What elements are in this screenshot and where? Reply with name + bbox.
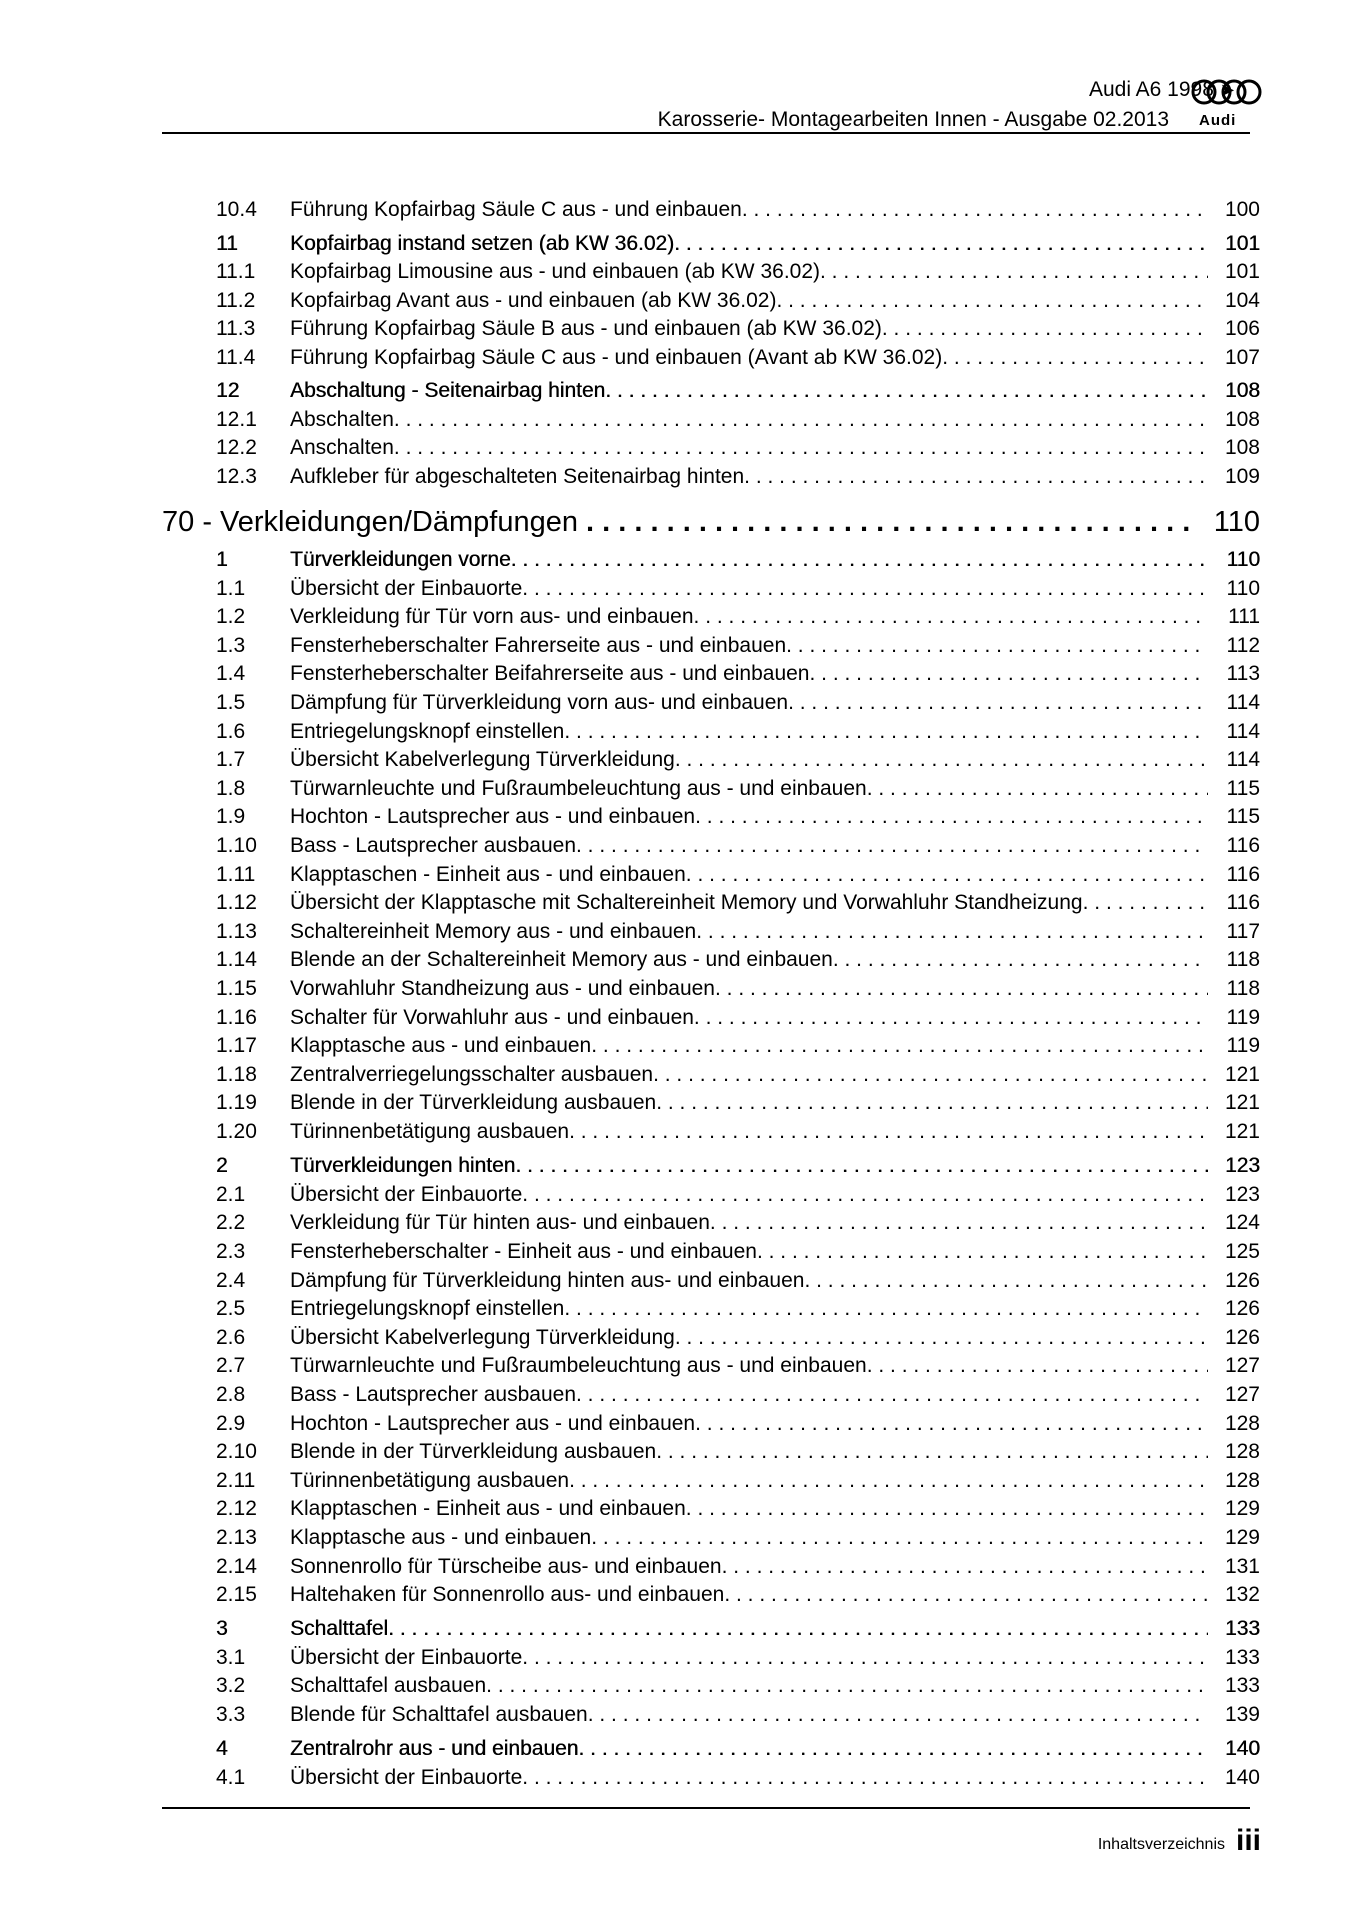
toc-entry-number: 2 <box>216 1154 228 1178</box>
toc-entry[interactable] <box>216 1438 1260 1466</box>
toc-entry-page: 121 <box>1224 1062 1260 1086</box>
toc-entry-page: 111 <box>1228 605 1260 629</box>
toc-entry-title-wrap <box>290 1701 1208 1729</box>
toc-entry-page: 125 <box>1224 1239 1260 1263</box>
toc-entry-page: 132 <box>1224 1583 1260 1607</box>
toc-entry-page: 114 <box>1226 691 1260 714</box>
toc-entry-title-wrap <box>290 434 1208 462</box>
toc-entry[interactable] <box>216 861 1260 889</box>
toc-entry-page: 128 <box>1224 1440 1260 1464</box>
toc-entry-title-wrap <box>290 861 1208 889</box>
toc-entry-title-wrap <box>290 889 1208 917</box>
toc-entry-page: 123 <box>1224 1182 1260 1206</box>
toc-entry-title: Dämpfung für Türverkleidung vorn aus- und einbauen <box>290 691 789 714</box>
toc-entry-page: 133 <box>1224 1645 1260 1669</box>
arrow-icon: ➤ <box>1219 80 1235 100</box>
toc-entry[interactable] <box>216 1089 1260 1117</box>
toc-entry-title-wrap <box>290 1553 1208 1581</box>
toc-entry-title-wrap <box>290 1267 1208 1295</box>
toc-entry[interactable] <box>216 889 1260 917</box>
toc-entry-title-wrap <box>290 1438 1208 1466</box>
toc-entry[interactable] <box>216 1581 1260 1609</box>
toc-section-entry[interactable] <box>216 1615 1260 1643</box>
toc-entry[interactable] <box>216 1209 1260 1237</box>
toc-entry-title-wrap <box>290 258 1208 286</box>
toc-entry[interactable] <box>216 1381 1260 1409</box>
toc-entry[interactable] <box>216 1295 1260 1323</box>
toc-entry-page: 101 <box>1224 231 1260 255</box>
toc-section-entry[interactable] <box>216 1735 1260 1763</box>
toc-entry-title: Verkleidung für Tür hinten aus- und einbauen <box>290 1211 710 1235</box>
toc-entry[interactable] <box>216 1118 1260 1146</box>
toc-entry-title: Kopfairbag instand setzen (ab KW 36.02) <box>290 231 675 255</box>
toc-entry-title-wrap <box>290 1295 1208 1323</box>
toc-entry-page: 118 <box>1226 948 1260 972</box>
toc-entry-page: 128 <box>1224 1468 1260 1492</box>
toc-entry-title-wrap <box>290 230 1208 258</box>
toc-entry-title: Kopfairbag Limousine aus - und einbauen (ab KW 36.02) <box>290 260 821 283</box>
toc-entry-title: Übersicht Kabelverlegung Türverkleidung <box>290 748 675 772</box>
toc-entry-title-wrap <box>290 287 1208 315</box>
toc-entry-page: 116 <box>1226 834 1260 857</box>
toc-entry-title: Anschalten <box>290 436 394 459</box>
toc-entry[interactable] <box>216 1352 1260 1380</box>
toc-entry-title: Klapptaschen - Einheit aus - und einbauen <box>290 862 686 886</box>
toc-entry[interactable] <box>216 315 1260 343</box>
toc-entry-number: 11.3 <box>216 317 256 340</box>
toc-entry-title: Übersicht der Einbauorte <box>290 1182 523 1206</box>
toc-entry-title: Türinnenbetätigung ausbauen <box>290 1120 570 1143</box>
toc-entry-number: 2.3 <box>216 1239 246 1263</box>
toc-entry[interactable] <box>216 434 1260 462</box>
toc-entry-title: Verkleidung für Tür vorn aus- und einbauen <box>290 605 694 629</box>
toc-entry-title: Hochton - Lautsprecher aus - und einbauen <box>290 805 696 829</box>
toc-entry-page: 114 <box>1226 719 1260 743</box>
toc-entry-title: Vorwahluhr Standheizung aus - und einbauen <box>290 977 715 1000</box>
toc-entry-page: 140 <box>1224 1737 1260 1761</box>
toc-entry[interactable] <box>216 775 1260 803</box>
toc-entry-title-wrap <box>290 632 1208 660</box>
toc-entry-number: 12.1 <box>216 407 257 431</box>
toc-section-entry[interactable] <box>216 377 1260 405</box>
toc-entry-number: 1.20 <box>216 1120 257 1143</box>
header-divider <box>162 132 1250 134</box>
toc-entry[interactable] <box>216 1004 1260 1032</box>
toc-entry-title-wrap <box>290 1004 1208 1032</box>
toc-entry-number: 1.6 <box>216 719 246 743</box>
toc-entry-page: 116 <box>1226 862 1260 886</box>
toc-entry-page: 104 <box>1224 288 1260 312</box>
toc-entry-title: Schaltereinheit Memory aus - und einbauen <box>290 919 697 943</box>
toc-entry-title: Führung Kopfairbag Säule C aus - und einbauen (Avant ab KW 36.02) <box>290 345 943 369</box>
toc-entry-page: 114 <box>1226 748 1260 772</box>
toc-entry-title-wrap <box>290 1581 1208 1609</box>
toc-entry-title: Türinnenbetätigung ausbauen <box>290 1468 570 1492</box>
footer-page-number: iii <box>1235 1824 1261 1857</box>
toc-entry-title: Aufkleber für abgeschalteten Seitenairbag hinten <box>290 464 745 488</box>
toc-entry-number: 1 <box>216 548 228 571</box>
toc-entry-number: 2.4 <box>216 1268 246 1292</box>
toc-entry-page: 108 <box>1224 407 1260 431</box>
toc-entry-number: 2.9 <box>216 1411 246 1435</box>
toc-entry-title-wrap <box>290 803 1208 831</box>
toc-entry-number: 1.10 <box>216 834 257 857</box>
toc-entry-number: 2.13 <box>216 1525 257 1549</box>
toc-entry-number: 1.12 <box>216 891 257 915</box>
toc-entry-title: Haltehaken für Sonnenrollo aus- und einbauen <box>290 1583 725 1607</box>
toc-entry-page: 126 <box>1224 1268 1260 1292</box>
toc-entry-title: Dämpfung für Türverkleidung hinten aus- und einbauen <box>290 1268 805 1292</box>
toc-entry-title-wrap <box>290 1152 1208 1180</box>
toc-entry[interactable] <box>216 1553 1260 1581</box>
chapter-title: 70 - Verkleidungen/Dämpfungen <box>162 506 578 538</box>
toc-entry-title-wrap <box>290 746 1208 774</box>
toc-section-entry[interactable] <box>216 546 1260 574</box>
toc-entry-title: Blende in der Türverkleidung ausbauen <box>290 1091 657 1115</box>
toc-entry-number: 11.1 <box>216 260 256 283</box>
toc-entry-number: 3.3 <box>216 1703 246 1726</box>
toc-chapter-entry[interactable] <box>162 504 1260 540</box>
toc-entry-title: Türwarnleuchte und Fußraumbeleuchtung aus - und einbauen <box>290 776 867 800</box>
footer-divider <box>162 1807 1250 1809</box>
toc-entry-title-wrap <box>290 1209 1208 1237</box>
toc-entry-number: 1.3 <box>216 633 246 657</box>
toc-entry-page: 133 <box>1224 1674 1260 1698</box>
toc-entry-number: 12 <box>216 379 240 402</box>
toc-entry-page: 131 <box>1224 1554 1260 1578</box>
toc-entry-title-wrap <box>290 344 1208 372</box>
header-title: Karosserie- Montagearbeiten Innen - Ausgabe 02.2013 <box>657 108 1169 131</box>
toc-entry-number: 2.11 <box>216 1468 256 1492</box>
toc-entry-title: Sonnenrollo für Türscheibe aus- und einbauen <box>290 1554 722 1578</box>
toc-entry-number: 1.8 <box>216 776 246 800</box>
toc-entry-page: 127 <box>1224 1382 1260 1406</box>
toc-entry-page: 121 <box>1224 1091 1260 1115</box>
toc-entry-title-wrap <box>290 546 1208 574</box>
toc-entry-title: Führung Kopfairbag Säule C aus - und einbauen <box>290 198 742 221</box>
toc-entry-title: Hochton - Lautsprecher aus - und einbauen <box>290 1411 696 1435</box>
toc-entry[interactable] <box>216 803 1260 831</box>
toc-entry-title-wrap <box>290 1672 1208 1700</box>
toc-entry-title-wrap <box>290 575 1208 603</box>
toc-entry[interactable] <box>216 1181 1260 1209</box>
toc-entry-title-wrap <box>290 1238 1208 1266</box>
toc-entry-title-wrap <box>290 1644 1208 1672</box>
toc-entry[interactable] <box>216 603 1260 631</box>
toc-entry-title: Türwarnleuchte und Fußraumbeleuchtung aus - und einbauen <box>290 1354 867 1378</box>
toc-entry-title-wrap <box>290 660 1208 688</box>
toc-entry-number: 12.3 <box>216 464 257 488</box>
toc-entry[interactable] <box>216 1672 1260 1700</box>
toc-entry-title: Abschalten <box>290 407 394 431</box>
toc-entry-title: Zentralverriegelungsschalter ausbauen <box>290 1062 654 1086</box>
chapter-page: 110 <box>1213 506 1260 538</box>
toc-entry-page: 129 <box>1224 1525 1260 1549</box>
toc-entry-number: 2.15 <box>216 1583 257 1607</box>
toc-entry-title: Schalttafel ausbauen <box>290 1674 487 1698</box>
toc-entry[interactable] <box>216 746 1260 774</box>
toc-entry-title: Klapptasche aus - und einbauen <box>290 1034 592 1058</box>
toc-entry[interactable] <box>216 1764 1260 1792</box>
toc-entry[interactable] <box>216 1061 1260 1089</box>
toc-entry-number: 1.7 <box>216 748 246 772</box>
toc-entry-number: 1.11 <box>216 862 256 886</box>
toc-entry-title-wrap <box>290 1352 1208 1380</box>
toc-entry-title: Übersicht der Einbauorte <box>290 576 523 600</box>
toc-entry-number: 1.4 <box>216 662 246 686</box>
toc-entry-title: Klapptaschen - Einheit aus - und einbauen <box>290 1497 686 1521</box>
toc-entry-page: 140 <box>1224 1765 1260 1789</box>
toc-entry-page: 139 <box>1224 1703 1260 1726</box>
toc-entry-title: Zentralrohr aus - und einbauen <box>290 1737 579 1761</box>
toc-entry-number: 2.14 <box>216 1554 257 1578</box>
toc-entry-number: 4.1 <box>216 1765 246 1789</box>
toc-entry-title: Blende in der Türverkleidung ausbauen <box>290 1440 657 1464</box>
toc-entry-number: 2.12 <box>216 1497 257 1521</box>
toc-entry[interactable] <box>216 918 1260 946</box>
toc-entry-number: 11 <box>216 231 238 255</box>
toc-entry-number: 1.16 <box>216 1005 257 1029</box>
toc-entry-number: 10.4 <box>216 198 257 221</box>
toc-entry[interactable] <box>216 1238 1260 1266</box>
toc-entry[interactable] <box>216 832 1260 860</box>
toc-entry[interactable] <box>216 975 1260 1003</box>
toc-entry-number: 3 <box>216 1617 228 1641</box>
toc-entry-page: 100 <box>1224 198 1260 221</box>
toc-entry-title-wrap <box>290 1324 1208 1352</box>
toc-entry-title-wrap <box>290 1615 1208 1643</box>
toc-entry-title-wrap <box>290 603 1208 631</box>
toc-entry-title-wrap <box>290 689 1208 717</box>
toc-entry-number: 3.2 <box>216 1674 246 1698</box>
toc-entry-number: 1.5 <box>216 691 246 714</box>
toc-entry-title: Kopfairbag Avant aus - und einbauen (ab KW 36.02) <box>290 288 777 312</box>
toc-entry[interactable] <box>216 632 1260 660</box>
toc-entry-number: 2.6 <box>216 1325 246 1349</box>
toc-entry-title-wrap <box>290 1061 1208 1089</box>
toc-entry-page: 106 <box>1224 317 1260 340</box>
toc-entry-page: 121 <box>1224 1120 1260 1143</box>
toc-entry-page: 108 <box>1224 379 1260 402</box>
toc-entry-title-wrap <box>290 718 1208 746</box>
toc-entry-number: 4 <box>216 1737 228 1761</box>
toc-entry-title: Blende für Schalttafel ausbauen <box>290 1703 588 1726</box>
toc-entry[interactable] <box>216 1495 1260 1523</box>
toc-entry-title: Entriegelungsknopf einstellen <box>290 719 565 743</box>
toc-entry-page: 129 <box>1224 1497 1260 1521</box>
toc-entry-page: 113 <box>1226 662 1260 686</box>
toc-entry-title-wrap <box>290 1524 1208 1552</box>
toc-entry-title-wrap <box>290 1495 1208 1523</box>
toc-entry-title: Übersicht der Einbauorte <box>290 1765 523 1789</box>
toc-entry-title-wrap <box>290 1089 1208 1117</box>
toc-entry-page: 123 <box>1224 1154 1260 1178</box>
toc-entry-title-wrap <box>290 377 1208 405</box>
toc-entry-page: 108 <box>1224 436 1260 459</box>
toc-entry[interactable] <box>216 344 1260 372</box>
toc-entry[interactable] <box>216 1467 1260 1495</box>
toc-entry-number: 1.14 <box>216 948 257 972</box>
toc-entry-title-wrap <box>290 463 1208 491</box>
toc-entry-page: 133 <box>1224 1617 1260 1641</box>
toc-entry[interactable] <box>216 660 1260 688</box>
toc-entry[interactable] <box>216 1524 1260 1552</box>
toc-entry-title-wrap <box>290 832 1208 860</box>
toc-entry-number: 1.13 <box>216 919 257 943</box>
toc-entry-title-wrap <box>290 775 1208 803</box>
toc-entry-number: 2.1 <box>216 1182 246 1206</box>
toc-entry[interactable] <box>216 1701 1260 1729</box>
toc-entry-title-wrap <box>290 406 1208 434</box>
toc-entry-number: 1.17 <box>216 1034 257 1058</box>
toc-entry-title: Fensterheberschalter Fahrerseite aus - und einbauen <box>290 633 787 657</box>
toc-entry-page: 116 <box>1226 891 1260 915</box>
toc-entry-title-wrap <box>290 918 1208 946</box>
toc-entry-page: 107 <box>1224 345 1260 369</box>
header-model-text: Audi A6 1998 <box>1088 78 1214 101</box>
toc-entry-number: 2.8 <box>216 1382 246 1406</box>
toc-entry[interactable] <box>216 1267 1260 1295</box>
toc-entry-page: 119 <box>1226 1034 1260 1058</box>
toc-entry-page: 101 <box>1224 260 1260 283</box>
toc-entry-number: 1.2 <box>216 605 246 629</box>
toc-entry-title-wrap <box>290 1764 1208 1792</box>
toc-entry[interactable] <box>216 1032 1260 1060</box>
toc-entry[interactable] <box>216 575 1260 603</box>
toc-entry-title: Klapptasche aus - und einbauen <box>290 1525 592 1549</box>
chapter-title-wrap <box>162 504 1194 540</box>
toc-entry[interactable] <box>216 258 1260 286</box>
toc-entry-number: 11.4 <box>216 345 256 369</box>
toc-entry-page: 118 <box>1226 977 1260 1000</box>
toc-entry-number: 1.19 <box>216 1091 257 1115</box>
toc-entry[interactable] <box>216 718 1260 746</box>
toc-entry-title-wrap <box>290 946 1208 974</box>
toc-entry-number: 2.7 <box>216 1354 246 1378</box>
toc-entry[interactable] <box>216 946 1260 974</box>
toc-entry-title-wrap <box>290 1735 1208 1763</box>
toc-entry-number: 1.18 <box>216 1062 257 1086</box>
toc-entry-number: 2.2 <box>216 1211 246 1235</box>
toc-entry[interactable] <box>216 196 1260 224</box>
toc-entry-number: 1.9 <box>216 805 246 829</box>
brand-wordmark: Audi <box>1199 112 1237 129</box>
toc-entry-title-wrap <box>290 975 1208 1003</box>
footer-section-label: Inhaltsverzeichnis <box>1097 1836 1225 1853</box>
toc-entry-title: Türverkleidungen hinten <box>290 1154 516 1178</box>
toc-entry-title: Übersicht Kabelverlegung Türverkleidung <box>290 1325 675 1349</box>
toc-entry-number: 2.10 <box>216 1440 257 1464</box>
toc-entry[interactable] <box>216 287 1260 315</box>
toc-entry-title: Fensterheberschalter Beifahrerseite aus - und einbauen <box>290 662 810 686</box>
toc-entry-title-wrap <box>290 1032 1208 1060</box>
toc-entry-number: 12.2 <box>216 436 257 459</box>
toc-entry-title-wrap <box>290 1467 1208 1495</box>
toc-entry-title-wrap <box>290 1381 1208 1409</box>
toc-entry-title: Bass - Lautsprecher ausbauen <box>290 834 577 857</box>
toc-entry-page: 126 <box>1224 1297 1260 1321</box>
toc-entry-title-wrap <box>290 1181 1208 1209</box>
toc-entry-page: 128 <box>1224 1411 1260 1435</box>
toc-entry-title: Abschaltung - Seitenairbag hinten <box>290 379 606 402</box>
toc-entry-title: Entriegelungsknopf einstellen <box>290 1297 565 1321</box>
toc-entry-number: 2.5 <box>216 1297 246 1321</box>
toc-entry-number: 3.1 <box>216 1645 246 1669</box>
toc-entry[interactable] <box>216 1324 1260 1352</box>
toc-entry-title: Schalttafel <box>290 1617 389 1641</box>
toc-entry-page: 119 <box>1226 1005 1260 1029</box>
toc-entry-page: 110 <box>1226 548 1260 571</box>
toc-entry-title-wrap <box>290 315 1208 343</box>
toc-entry-number: 1.1 <box>216 576 246 600</box>
toc-section-entry[interactable] <box>216 1152 1260 1180</box>
toc-entry-page: 126 <box>1224 1325 1260 1349</box>
toc-entry-title: Fensterheberschalter - Einheit aus - und einbauen <box>290 1239 757 1263</box>
toc-entry-title: Blende an der Schaltereinheit Memory aus - und einbauen <box>290 948 833 972</box>
toc-entry-title: Türverkleidungen vorne <box>290 548 511 571</box>
toc-entry-title: Schalter für Vorwahluhr aus - und einbauen <box>290 1005 694 1029</box>
toc-entry-page: 115 <box>1226 776 1260 800</box>
toc-entry-page: 127 <box>1224 1354 1260 1378</box>
toc-entry-number: 11.2 <box>216 288 256 312</box>
toc-entry[interactable] <box>216 406 1260 434</box>
toc-entry-page: 117 <box>1226 919 1260 943</box>
toc-entry-page: 112 <box>1226 633 1260 657</box>
toc-entry-number: 1.15 <box>216 977 257 1000</box>
toc-entry-title: Führung Kopfairbag Säule B aus - und einbauen (ab KW 36.02) <box>290 317 882 340</box>
toc-entry-title-wrap <box>290 1118 1208 1146</box>
toc-entry-page: 109 <box>1224 464 1260 488</box>
toc-entry[interactable] <box>216 463 1260 491</box>
toc-entry-title: Übersicht der Einbauorte <box>290 1645 523 1669</box>
toc-entry[interactable] <box>216 1644 1260 1672</box>
toc-section-entry[interactable] <box>216 230 1260 258</box>
toc-entry-title-wrap <box>290 196 1208 224</box>
toc-entry[interactable] <box>216 1410 1260 1438</box>
toc-entry-page: 115 <box>1226 805 1260 829</box>
toc-entry-page: 124 <box>1224 1211 1260 1235</box>
toc-entry-title: Übersicht der Klapptasche mit Schaltereinheit Memory und Vorwahluhr Standheizung <box>290 891 1083 915</box>
toc-entry-page: 110 <box>1226 576 1260 600</box>
toc-entry-title: Bass - Lautsprecher ausbauen <box>290 1382 577 1406</box>
toc-entry[interactable] <box>216 689 1260 717</box>
toc-entry-title-wrap <box>290 1410 1208 1438</box>
